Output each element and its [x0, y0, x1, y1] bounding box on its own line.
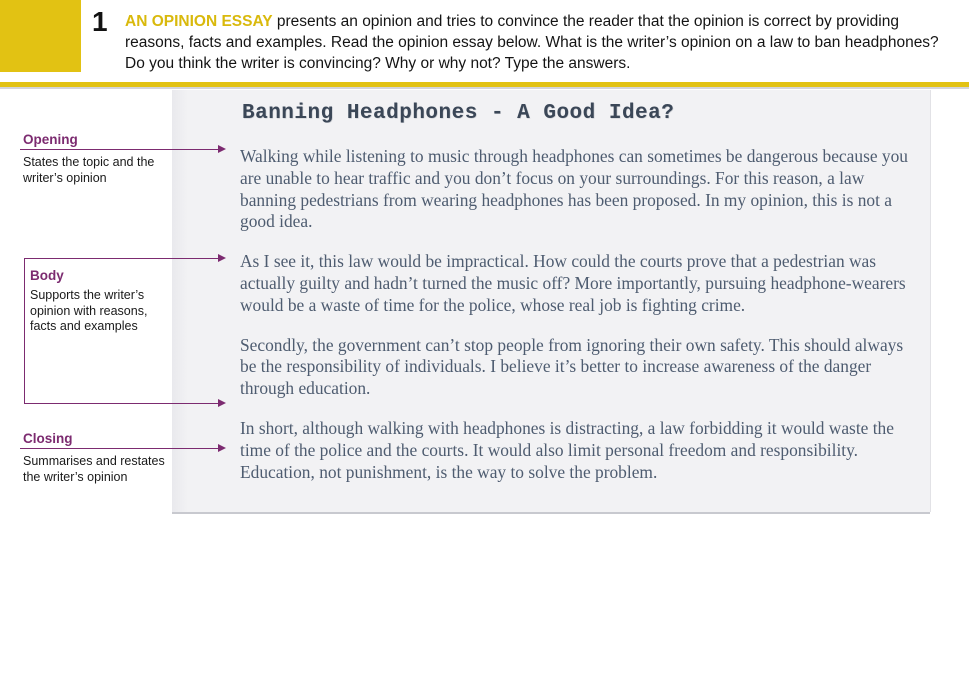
- annotation-opening-label: Opening: [23, 132, 78, 147]
- essay-title: Banning Headphones - A Good Idea?: [242, 102, 675, 125]
- essay-paragraph-opening: Walking while listening to music through headphones can sometimes be dangerous because you are unable to hear traffic and you don’t focus on your surroundings. For this reason, a law banning pedestrians from wearing headphones has been proposed. In my opinion, this is not a good idea.: [240, 146, 908, 232]
- body-bracket-line: [24, 259, 25, 404]
- annotation-closing-description: Summarises and restates the writer’s opinion: [23, 454, 165, 484]
- annotation-body-description: Supports the writer’s opinion with reasons, facts and examples: [30, 288, 148, 333]
- essay-paragraph-body-2: Secondly, the government can’t stop people from ignoring their own safety. This should always be the responsibility of individuals. I believe it’s better to increase awareness of the danger through education.: [240, 334, 904, 399]
- annotation-opening-description: States the topic and the writer’s opinion: [23, 155, 155, 185]
- exercise-instructions-text: presents an opinion and tries to convince the reader that the opinion is correct by providing reasons, facts and examples. Read the opinion essay below. What is the writer’s opinion on a law to ban headphones? Do you think the writer is convincing? Why or why not? Type the answers.: [125, 13, 939, 72]
- exercise-instructions: [125, 11, 957, 74]
- essay-paragraph-body-1: As I see it, this law would be impractical. How could the courts prove that a pedestrian was actually guilty and hadn’t turned the music off? More importantly, pursuing headphone-wearers would be a waste of time for the police, whose real job is fighting crime.: [240, 251, 906, 315]
- closing-arrow-icon: [20, 448, 218, 449]
- header-rule-shadow: [0, 87, 969, 89]
- annotation-body-label: Body: [30, 268, 64, 283]
- exercise-number: 1: [92, 6, 108, 37]
- essay-panel: [172, 90, 930, 512]
- body-arrow-bottom-icon: [24, 403, 218, 404]
- body-arrow-top-icon: [24, 258, 218, 259]
- exercise-lead-term: AN OPINION ESSAY: [125, 13, 273, 30]
- opening-arrow-icon: [20, 149, 218, 150]
- annotation-closing-label: Closing: [23, 431, 73, 446]
- corner-accent-square: [0, 0, 81, 72]
- essay-paragraph-closing: In short, although walking with headphones is distracting, a law forbidding it would waste the time of the police and the courts. It would also limit personal freedom and responsibility. Education, not punishment, is the way to solve the problem.: [240, 417, 894, 482]
